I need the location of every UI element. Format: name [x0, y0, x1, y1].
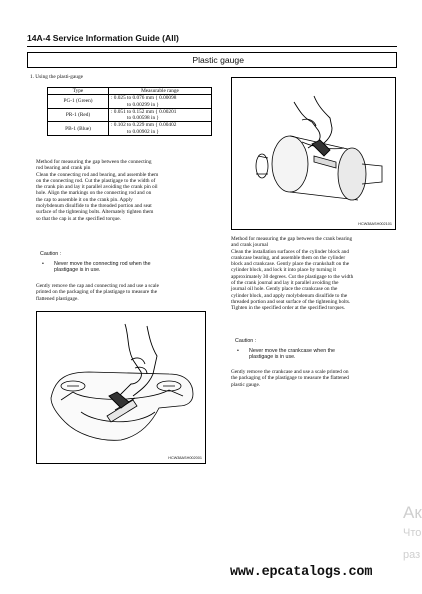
- text-line: Clean the installation surfaces of the cylinder block and: [231, 248, 349, 255]
- figure-code: HCW38ASH002001: [168, 456, 202, 460]
- text-line: surface of the tightening bolts. Alternately tighten them: [36, 209, 154, 216]
- text-line: of the crank journal and lay it parallel avoiding the: [231, 280, 339, 287]
- text-line: Gently remove the crankcase and use a scale printed on: [231, 369, 349, 375]
- watermark-url: www.epcatalogs.com: [230, 565, 373, 580]
- text-line: on the connecting rod. Cut the plastigage to the width of: [36, 177, 156, 184]
- text-line: cylinder block, and lock it into place by turning it: [231, 267, 337, 274]
- text-line: printed on the packaging of the plastigage to measure the: [36, 289, 158, 296]
- right-method-text: [231, 236, 353, 312]
- text-line: rod bearing and crank pin: [36, 165, 91, 172]
- bullet-icon: •: [237, 348, 239, 354]
- range-cell: [109, 108, 212, 122]
- figure-code: HCW38ASH002101: [358, 222, 392, 226]
- connecting-rod-illustration: [37, 312, 205, 463]
- right-caution-text: [249, 348, 335, 360]
- range-line: : 0.051 to 0.152 mm { 0.00201: [111, 108, 177, 115]
- text-line: plastigage is in use.: [54, 267, 101, 274]
- crankshaft-figure: [231, 77, 396, 230]
- range-line: to 0.00299 in }: [127, 101, 159, 108]
- text-line: the cap to assemble it on the crank pin. Apply: [36, 196, 133, 203]
- text-line: hole. Align the markings on the connecting rod and on: [36, 190, 152, 197]
- watermark-side-text: Ак: [403, 503, 422, 522]
- plastigage-spec-table: [47, 87, 212, 136]
- right-after-text: [231, 369, 349, 388]
- step-heading: 1. Using the plasti-gauge: [30, 74, 83, 80]
- right-caution-label: Caution :: [235, 338, 257, 344]
- section-title: Plastic gauge: [192, 55, 244, 65]
- page-header: 14A-4 Service Information Guide (All): [27, 33, 179, 43]
- text-line: block and crankcase. Gently place the crankshaft on the: [231, 261, 350, 268]
- type-cell: PR-1 (Red): [48, 108, 109, 122]
- text-line: threaded portion and seat surface of the tightening bolts.: [231, 298, 351, 305]
- watermark-side-text: раз: [403, 549, 421, 561]
- table-header-row: [48, 88, 212, 95]
- range-line: to 0.00598 in }: [127, 115, 159, 122]
- text-line: Tighten in the specified order at the specified torques.: [231, 305, 346, 312]
- text-line: so that the cap is at the specified torque.: [36, 215, 121, 222]
- text-line: the packaging of the plastigage to measure the flattened: [231, 375, 349, 382]
- text-line: the crank pin and lay it parallel avoiding the crank pin oil: [36, 184, 158, 191]
- text-line: Gently remove the cap and connecting rod and use a scale: [36, 283, 159, 289]
- text-line: plastic gauge.: [231, 381, 261, 388]
- text-line: and crank journal: [231, 242, 269, 249]
- range-cell: [109, 122, 212, 136]
- text-line: Method for measuring the gap between the crank bearing: [231, 236, 353, 242]
- range-line: to 0.00902 in }: [127, 128, 159, 135]
- text-line: Never move the connecting rod when the: [54, 261, 151, 267]
- table-row: [48, 122, 212, 136]
- text-line: crankcase bearing, and assemble them on the cylinder: [231, 254, 346, 261]
- range-line: : 0.025 to 0.076 mm { 0.00098: [111, 95, 177, 102]
- bullet-icon: •: [42, 261, 44, 267]
- crankshaft-illustration: [232, 78, 395, 229]
- text-line: approximately 30 degrees. Cut the plastigage to the width: [231, 273, 354, 280]
- text-line: cylinder block, and apply molybdenum disulfide to the: [231, 292, 348, 299]
- type-cell: PG-1 (Green): [48, 95, 109, 109]
- watermark-side-text: Что: [403, 527, 422, 539]
- left-caution-text: [54, 261, 151, 273]
- table-row: [48, 108, 212, 122]
- left-after-text: [36, 283, 159, 302]
- text-line: plastigage is in use.: [249, 354, 296, 361]
- table-row: [48, 95, 212, 109]
- col-header-range: Measurable range: [109, 88, 212, 95]
- text-line: Method for measuring the gap between the connecting: [36, 159, 152, 165]
- header-rule: [27, 46, 397, 47]
- text-line: journal oil hole. Gently place the crankcase on the: [231, 286, 338, 293]
- range-cell: [109, 95, 212, 109]
- text-line: Never move the crankcase when the: [249, 348, 335, 354]
- type-cell: PB-1 (Blue): [48, 122, 109, 136]
- text-line: Clean the connecting rod and bearing, and assemble them: [36, 171, 159, 178]
- col-header-type: Type: [48, 88, 109, 95]
- connecting-rod-figure: [36, 311, 206, 464]
- text-line: molybdenum disulfide to the threaded portion and seat: [36, 203, 152, 210]
- text-line: flattened plastigage.: [36, 295, 79, 302]
- section-title-box: [27, 52, 397, 68]
- range-line: : 0.102 to 0.229 mm { 0.00402: [111, 122, 177, 129]
- left-method-text: [36, 159, 158, 222]
- left-caution-label: Caution :: [40, 251, 62, 257]
